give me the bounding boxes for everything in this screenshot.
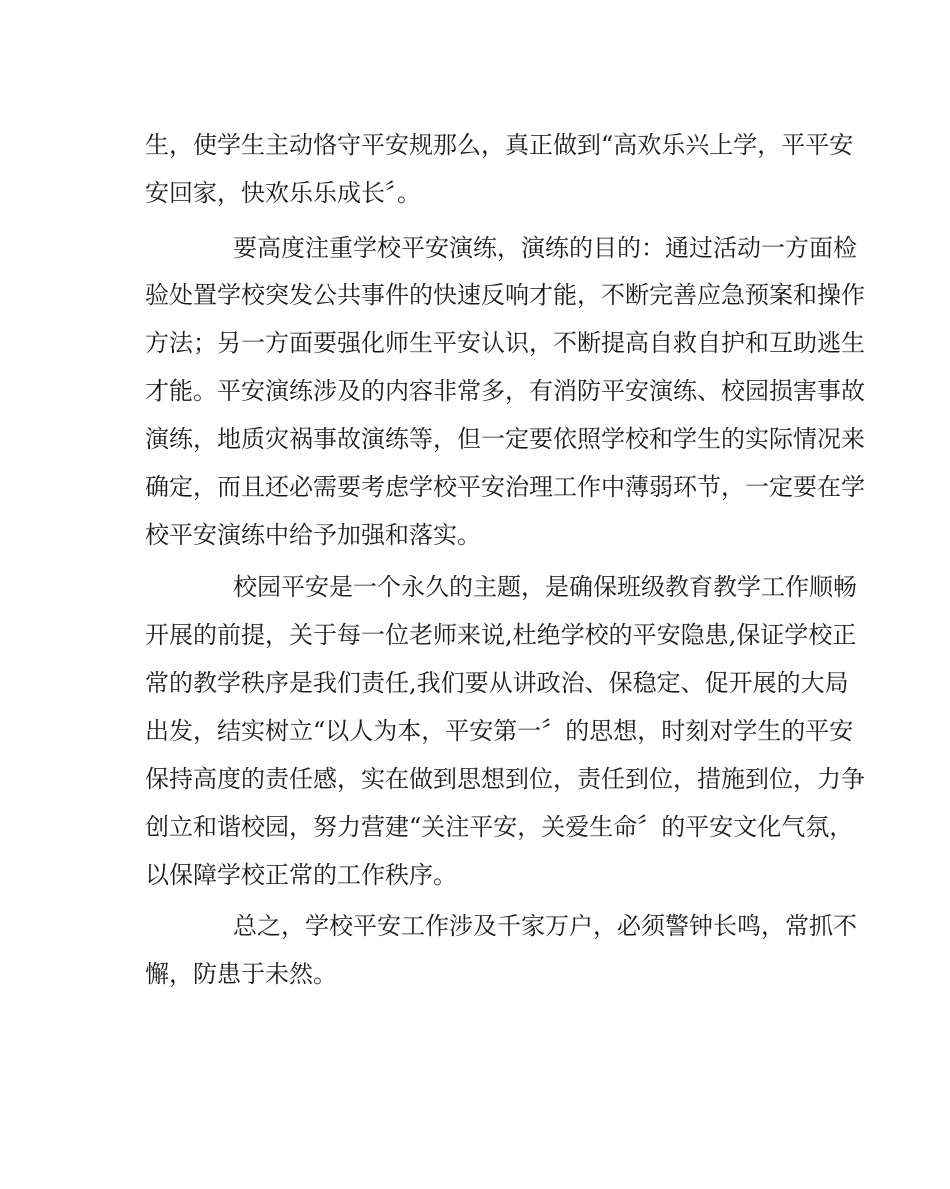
paragraph-line: 生，使学生主动恪守平安规那么，真正做到“高欢乐兴上学，平平安 (145, 131, 854, 159)
paragraph-line: 开展的前提，关于每一位老师来说,杜绝学校的平安隐患,保证学校正 (145, 621, 857, 649)
paragraph-line: 懈，防患于未然。 (145, 960, 337, 988)
paragraph-line: 安回家，快欢乐乐成长〞。 (145, 179, 421, 207)
paragraph-line: 演练，地质灾祸事故演练等，但一定要依照学校和学生的实际情况来 (145, 425, 865, 453)
paragraph-line: 创立和谐校园，努力营建“关注平安，关爱生命〞的平安文化气氛， (145, 813, 854, 841)
paragraph-line: 校园平安是一个永久的主题，是确保班级教育教学工作顺畅 (233, 573, 857, 601)
paragraph-line: 方法；另一方面要强化师生平安认识，不断提高自救自护和互助逃生 (145, 329, 865, 357)
paragraph-line: 要高度注重学校平安演练，演练的目的：通过活动一方面检 (233, 234, 857, 262)
paragraph-line: 确定，而且还必需要考虑学校平安治理工作中薄弱环节，一定要在学 (145, 473, 865, 501)
paragraph-line: 出发，结实树立“以人为本，平安第一〞的思想，时刻对学生的平安 (145, 717, 854, 745)
paragraph-line: 以保障学校正常的工作秩序。 (145, 861, 457, 889)
paragraph-line: 才能。平安演练涉及的内容非常多，有消防平安演练、校园损害事故 (145, 377, 865, 405)
paragraph-line: 保持高度的责任感，实在做到思想到位，责任到位，措施到位，力争 (145, 765, 865, 793)
paragraph-line: 总之，学校平安工作涉及千家万户，必须警钟长鸣，常抓不 (233, 912, 857, 940)
paragraph-line: 验处置学校突发公共事件的快速反响才能，不断完善应急预案和操作 (145, 281, 865, 309)
paragraph-line: 校平安演练中给予加强和落实。 (145, 521, 481, 549)
paragraph-line: 常的教学秩序是我们责任,我们要从讲政治、保稳定、促开展的大局 (145, 669, 849, 697)
